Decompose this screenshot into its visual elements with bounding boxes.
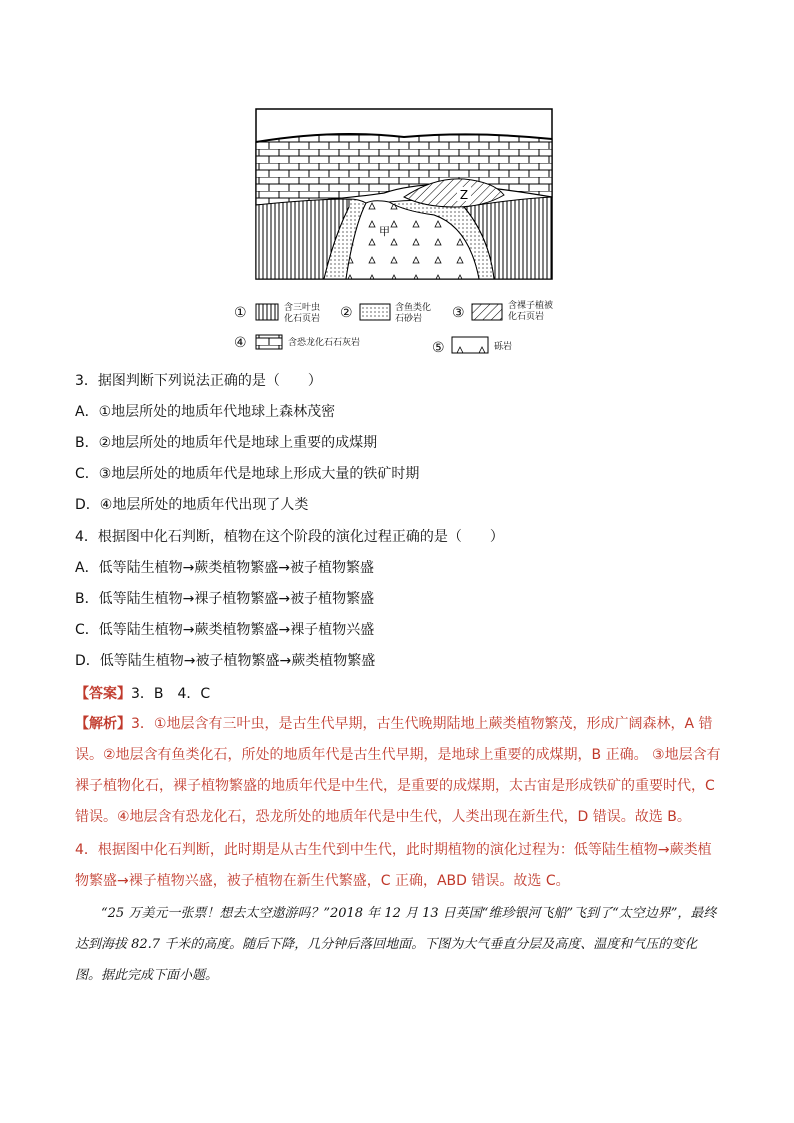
analysis-p2: 4．根据图中化石判断，此时期是从古生代到中生代，此时期植物的演化过程为：低等陆生植物→蕨类植物繁盛→裸子植物兴盛，被子植物在新生代繁盛，C 正确，ABD 错误。故选 C。 [75, 842, 712, 889]
legend-text-3a: 含裸子植被 [508, 301, 554, 311]
q3-option-c: C．③地层所处的地质年代是地球上形成大量的铁矿时期 [75, 466, 420, 482]
q3-option-d: D．④地层所处的地质年代出现了人类 [75, 497, 309, 513]
analysis-p1-text: 3．①地层含有三叶虫，是古生代早期，古生代晚期陆地上蕨类植物繁茂，形成广阔森林，A 错误。②地层含有鱼类化石，所处的地质年代是古生代早期，是地球上重要的成煤期，B 正确。 ③地层含有裸子植物化石，裸子植物繁盛的地质年代是中生代，是重要的成煤期，太古宙是形成铁矿的重要时代，C 错误。④地层含有恐龙化石，恐龙所处的地质年代是中生代，人类出现在新生代，D 错误。故选 B。 [75, 716, 721, 825]
legend [234, 299, 553, 356]
legend-text-2b: 石砂岩 [395, 314, 423, 324]
legend-num-3: ③ [452, 305, 465, 321]
label-z: Z [459, 188, 469, 202]
legend-text-4: 含恐龙化石石灰岩 [288, 338, 361, 348]
legend-text-1a: 含三叶虫 [284, 303, 321, 313]
cross-section [256, 109, 552, 279]
analysis-p1 [75, 709, 723, 833]
legend-text-2a: 含鱼类化 [395, 303, 432, 313]
legend-text-1b: 化石页岩 [284, 314, 321, 324]
label-jia: 甲 [379, 225, 390, 238]
q3-option-a: A．①地层所处的地质年代地球上森林茂密 [75, 404, 336, 420]
q3-stem: 3．据图判断下列说法正确的是（ ） [75, 373, 322, 389]
legend-text-3b: 化石页岩 [508, 312, 545, 322]
legend-num-4: ④ [234, 335, 247, 351]
legend-num-1: ① [234, 305, 247, 321]
legend-num-5: ⑤ [432, 340, 445, 356]
answer-line [75, 683, 210, 703]
geologic-section-figure [234, 107, 554, 357]
answer-label: 【答案】 [75, 686, 131, 702]
q4-option-d: D．低等陆生植物→被子植物繁盛→蕨类植物繁盛 [75, 653, 376, 669]
intro-paragraph: “25 万美元一张票！想去太空遨游吗？”2018 年 12 月 13 日英国“维珍银河飞船”飞到了“太空边界”，最终达到海拔 82.7 千米的高度。随后下降，几分钟后落回地面。下图为大气垂直分层及高度、温度和气压的变化图。据此完成下面小题。 [75, 906, 717, 983]
legend-num-2: ② [340, 305, 353, 321]
q4-option-a: A．低等陆生植物→蕨类植物繁盛→被子植物繁盛 [75, 560, 375, 576]
q4-option-c: C．低等陆生植物→蕨类植物繁盛→裸子植物兴盛 [75, 622, 375, 638]
legend-text-5: 砾岩 [494, 342, 513, 352]
q4-option-b: B．低等陆生植物→裸子植物繁盛→被子植物繁盛 [75, 591, 375, 607]
q4-stem: 4．根据图中化石判断，植物在这个阶段的演化过程正确的是（ ） [75, 529, 504, 545]
answer-text: 3．B 4．C [131, 686, 211, 702]
analysis-label: 【解析】 [75, 716, 131, 732]
q3-option-b: B．②地层所处的地质年代是地球上重要的成煤期 [75, 435, 378, 451]
